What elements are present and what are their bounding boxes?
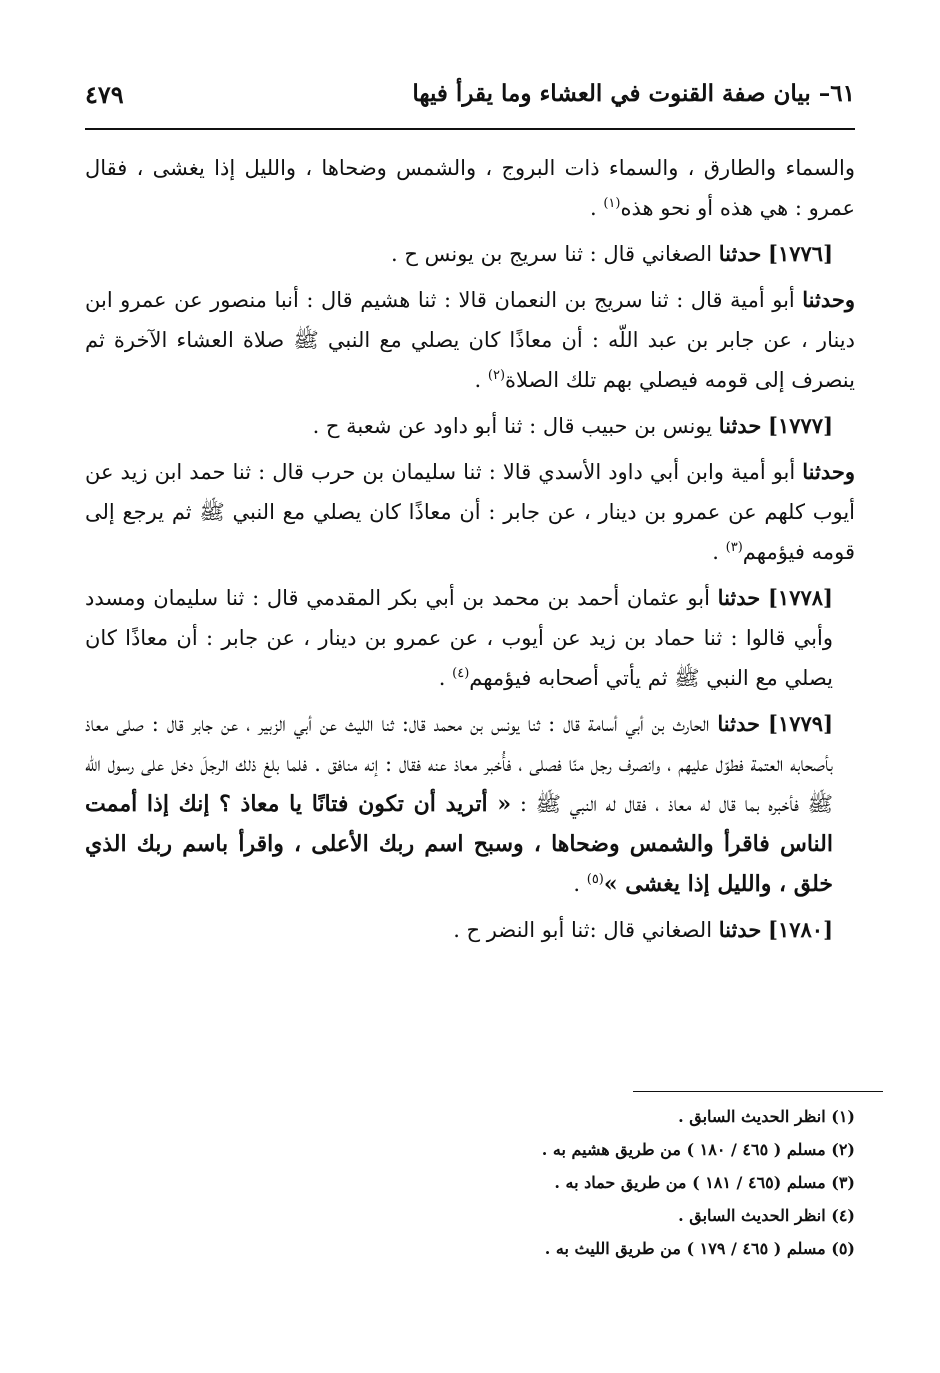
paragraph-end: .: [438, 666, 453, 690]
header-rule: [85, 128, 855, 130]
paragraph-text: يونس بن حبيب قال : ثنا أبو داود عن شعبة ح .: [312, 414, 719, 438]
paragraph-text: الحارث بن أبي أسامة قال : ثنا يونس بن محمد قال: ثنا الليث عن أبي الزبير ، عن جابر قال : صلى معاذ بأصحابه العتمة فطوّل عليهم ، وانصرف رجل منّا فصلى ، فأُخبر معاذ عنه فقال : إنه منافق . فلما بلغ ذلك الرجلَ دخل على رسول اللّه ﷺ فأخبره بما قال له معاذ ، فقال له النبي ﷺ :: [85, 712, 833, 816]
paragraph-text: أبو أمية قال : ثنا سريج بن النعمان قالا : ثنا هشيم قال : أنبا منصور عن عمرو ابن دينار ، عن جابر بن عبد اللّه : أن معاذًا كان يصلي مع النبي ﷺ صلاة العشاء الآخرة ثم ينصرف إلى قومه فيصلي بهم تلك الصلاة: [85, 288, 855, 392]
footnote-ref: (٢): [487, 368, 506, 383]
footnote-rule: [633, 1091, 883, 1092]
paragraph-end: .: [573, 872, 587, 896]
hadith-1777: [85, 406, 855, 446]
narration-lead: حدثنا: [718, 413, 762, 438]
footnote-ref: (٥): [586, 872, 604, 887]
footnote-ref: (٤): [452, 666, 470, 681]
narration-lead: وحدثنا: [802, 287, 855, 312]
hadith-1778: [85, 578, 855, 698]
main-text: [85, 148, 855, 956]
footnote-1: (١) انظر الحديث السابق .: [678, 1107, 855, 1126]
hadith-number: [١٧٧٧]: [768, 413, 833, 438]
footnote-ref: (١): [603, 196, 621, 211]
footnote-ref: (٣): [725, 540, 743, 555]
hadith-1779: [85, 704, 855, 904]
hadith-number: [١٧٨٠]: [768, 917, 833, 942]
narration-lead: حدثنا: [717, 711, 760, 736]
footnote-3: (٣) مسلم (٤٦٥ / ١٨١ ) من طريق حماد به .: [554, 1173, 855, 1192]
footnote-5: (٥) مسلم ( ٤٦٥ / ١٧٩ ) من طريق الليث به .: [544, 1239, 855, 1258]
paragraph-end: .: [474, 368, 488, 392]
paragraph-5: [85, 452, 855, 572]
paragraph-3: [85, 280, 855, 400]
chapter-title: ٦١– بيان صفة القنوت في العشاء وما يقرأ فيها: [412, 80, 855, 107]
paragraph-text: أبو أمية وابن أبي داود الأسدي قالا : ثنا سليمان بن حرب قال : ثنا حمد ابن زيد عن أيوب كلهم عن عمرو بن دينار ، عن جابر : أن معاذًا كان يصلي مع النبي ﷺ ثم يرجع إلى قومه فيؤمهم: [85, 460, 855, 564]
hadith-number: [١٧٧٩]: [768, 711, 833, 736]
footnote-4: (٤) انظر الحديث السابق .: [678, 1206, 855, 1225]
paragraph-text: أبو عثمان أحمد بن محمد بن أبي بكر المقدمي قال : ثنا سليمان ومسدد وأبي قالوا : ثنا حماد بن زيد عن أيوب ، عن عمرو بن دينار ، عن جابر : أن معاذًا كان يصلي مع النبي ﷺ ثم يأتي أصحابه فيؤمهم: [85, 586, 833, 690]
hadith-1780: [85, 910, 855, 950]
narration-lead: حدثنا: [717, 585, 761, 610]
paragraph-text: الصغاني قال : ثنا سريج بن يونس ح .: [391, 242, 719, 266]
hadith-number: [١٧٧٦]: [768, 241, 833, 266]
narration-lead: وحدثنا: [802, 459, 855, 484]
paragraph-text: والسماء والطارق ، والسماء ذات البروج ، والشمس وضحاها ، والليل إذا يغشى ، فقال عمرو : هي هذه أو نحو هذه: [85, 156, 855, 220]
paragraph-end: .: [589, 196, 604, 220]
page-header: [85, 80, 855, 120]
narration-lead: حدثنا: [718, 917, 762, 942]
footnote-2: (٢) مسلم ( ٤٦٥ / ١٨٠ ) من طريق هشيم به .: [541, 1140, 855, 1159]
prophet-quote: « أتريد أن تكون فتانًا يا معاذ ؟ إنك إذا أممت الناس فاقرأ والشمس وضحاها ، وسبح اسم ربك الأعلى ، واقرأ باسم ربك الذي خلق ، والليل إذا يغشى »: [85, 791, 833, 897]
footnotes: [300, 1100, 855, 1265]
hadith-number: [١٧٧٨]: [767, 585, 833, 610]
hadith-1776: [85, 234, 855, 274]
page-number: ٤٧٩: [85, 80, 124, 109]
paragraph-text: الصغاني قال :ثنا أبو النضر ح .: [453, 918, 719, 942]
paragraph-1: [85, 148, 855, 228]
paragraph-end: .: [712, 540, 726, 564]
narration-lead: حدثنا: [718, 241, 762, 266]
